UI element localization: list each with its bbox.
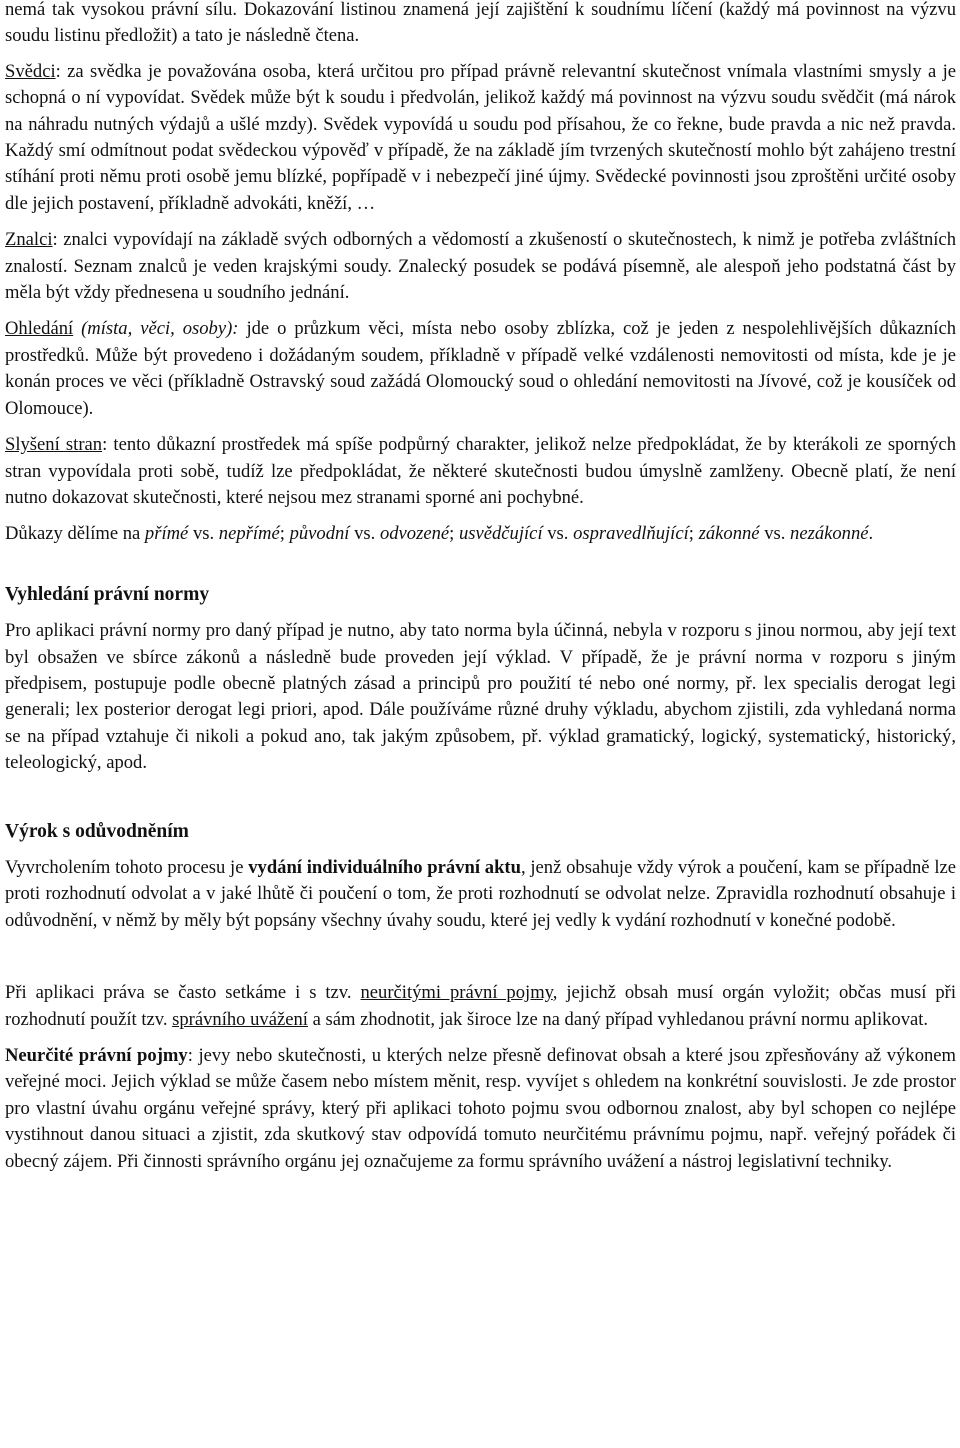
paragraph-listina [5, 0, 956, 50]
paragraph-text: nemá tak vysokou právní sílu. Dokazování listinou znamená její zajištění k soudnímu líčení (každý má povinnost na výzvu soudu listinu předložit) a tato je následně čtena. [5, 0, 956, 47]
pojmy-mid: , jejichž obsah musí orgán vyložit; občas musí při rozhodnutí použít tzv. [5, 982, 956, 1030]
paragraph-text: : tento důkazní prostředek má spíše podpůrný charakter, jelikož nelze předpokládat, že by kterákoli ze sporných stran vypovídala proti sobě, tudíž lze předpokládat, že některé skutečnosti budou úmyslně zamlženy. Obecně platí, že není nutno dokazovat skutečnosti, které nejsou mez stranami sporné ani pochybné. [5, 434, 956, 508]
term-neurcite-pojmy: neurčitými právní pojmy [360, 982, 553, 1004]
paragraph-text: : jevy nebo skutečnosti, u kterých nelze přesně definovat obsah a které jsou zpřesňovány až výkonem veřejné moci. Jejich výklad se může časem nebo místem měnit, resp. vyvíjet s ohledem na konkrétní souvislosti. Je zde prostor pro vlastní úvahu orgánu veřejné správy, který při aplikaci tohoto pojmu svou odbornou znalost, aby byl schopen co nejlépe vystihnout danou situaci a zjistit, zda skutkový stav odpovídá tomuto neurčitému právnímu pojmu, např. veřejný pořádek či obecný zájem. Při činnosti správního orgánu jej označujeme za formu správního uvážení a nástroj legislativní techniky. [5, 1045, 957, 1172]
paragraph-svedci [5, 59, 956, 217]
term-znalci: Znalci [5, 229, 53, 251]
dukazy-term: zákonné [698, 523, 760, 545]
paragraph-pojmy [5, 980, 956, 1033]
vyrok-lead: Vyvrcholením tohoto procesu je [5, 856, 249, 878]
dukazy-sep: vs. [542, 523, 574, 545]
dukazy-sep: ; [688, 523, 699, 545]
term-spravni-uvazeni: správního uvážení [172, 1008, 308, 1030]
dukazy-term: usvědčující [458, 523, 543, 545]
dukazy-sep: ; [449, 523, 459, 545]
paragraph-neurcite [5, 1043, 956, 1175]
paragraph-text: Pro aplikaci právní normy pro daný případ je nutno, aby tato norma byla účinná, nebyla v rozporu s jinou normou, aby její text byl obsažen ve sbírce zákonů a následně bude proveden její výklad. V případě, že je právní norma v rozporu s jiným předpisem, postupuje podle obecně platných zásad a principů pro použití té nebo oné normy, př. lex specialis derogat legi generali; lex posterior derogat legi priori, apod. Dále používáme různé druhy výkladu, abychom zjistili, zda vyhledaná norma se na případ vztahuje či nikoli a pokud ano, tak jakým způsobem, př. výklad gramatický, logický, systematický, historický, teleologický, apod. [5, 620, 956, 774]
dukazy-end: . [868, 523, 874, 545]
dukazy-term: původní [289, 523, 350, 545]
paragraph-vyrok [5, 855, 956, 934]
dukazy-term: ospravedlňující [573, 523, 689, 545]
paragraph-dukazy [5, 521, 956, 547]
paragraph-text: jde o průzkum věci, místa nebo osoby zblízka, což je jeden z nespolehlivějších důkazních prostředků. Může být provedeno i dožádaným soudem, příkladně v případě velké vzdálenosti nemovitosti od místa, kde je je konán proces ve věci (příkladně Ostravský soud zažádá Olomoucký soud o ohledání nemovitosti na Jívové, což je kousíček od Olomouce). [5, 318, 956, 419]
paragraph-vyhledani [5, 618, 956, 776]
dukazy-term: nezákonné [790, 523, 869, 545]
dukazy-sep: vs. [349, 523, 380, 545]
dukazy-term: nepřímé [218, 523, 280, 545]
dukazy-term: odvozené [379, 523, 450, 545]
dukazy-lead: Důkazy dělíme na [5, 523, 145, 545]
paragraph-text: : znalci vypovídají na základě svých odborných a vědomostí a zkušeností o skutečnostech, k nimž je potřeba zvláštních znalostí. Seznam znalců je veden krajskými soudy. Znalecký posudek se podává písemně, ale alespoň jeho podstatná část by měla být vždy přednesena u soudního jednání. [5, 229, 956, 304]
term-slyseni: Slyšení stran [5, 434, 103, 456]
heading-vyrok: Výrok s odůvodněním [5, 820, 189, 842]
paragraph-text: , jenž obsahuje vždy výrok a poučení, kam se případně lze proti rozhodnutí odvolat a v jaké lhůtě či poučení o tom, že proti rozhodnutí se odvolat nelze. Zpravidla rozhodnutí obsahuje i odůvodnění, v němž by měly být popsány všechny úvahy soudu, které jej vedly k vydání rozhodnutí v konečné podobě. [5, 856, 956, 931]
pojmy-end: a sám zhodnotit, jak široce lze na daný případ vyhledanou právní normu aplikovat. [307, 1008, 929, 1030]
dukazy-term: přímé [144, 523, 189, 545]
paragraph-ohledani [5, 316, 956, 422]
paragraph-slyseni [5, 432, 956, 511]
term-svedci: Svědci [5, 60, 56, 82]
term-ohledani-detail: (místa, věci, osoby): [73, 318, 239, 340]
paragraph-text: : za svědka je považována osoba, která určitou pro případ právně relevantní skutečnost vnímala vlastními smysly a je schopná o ní vypovídat. Svědek může být k soudu i předvolán, jelikož každý má povinnost na výzvu soudu svědčit (má nárok na náhradu nutných výdajů a ušlé mzdy). Svědek vypovídá u soudu pod přísahou, že co řekne, bude pravda a nic než pravda. Každý smí odmítnout podat svědeckou výpověď v případě, že na základě jím tvrzených skutečností mohlo být zahájeno trestní stíhání proti němu proti osobě jemu blízké, popřípadě v i nebezpečí jiné újmy. Svědecké povinnosti jsou zproštěni určité osoby dle jejich postavení, příkladně advokáti, kněží, … [5, 60, 956, 214]
dukazy-sep: vs. [759, 523, 791, 545]
term-neurcite: Neurčité právní pojmy [5, 1045, 188, 1066]
pojmy-lead: Při aplikaci práva se často setkáme i s tzv. [5, 982, 361, 1004]
dukazy-sep: ; [279, 523, 290, 545]
term-ohledani: Ohledání [5, 318, 74, 340]
heading-vyhledani: Vyhledání právní normy [5, 583, 210, 605]
vyrok-bold: vydání individuálního právní aktu [248, 856, 521, 878]
dukazy-sep: vs. [188, 523, 219, 545]
paragraph-znalci [5, 227, 956, 306]
